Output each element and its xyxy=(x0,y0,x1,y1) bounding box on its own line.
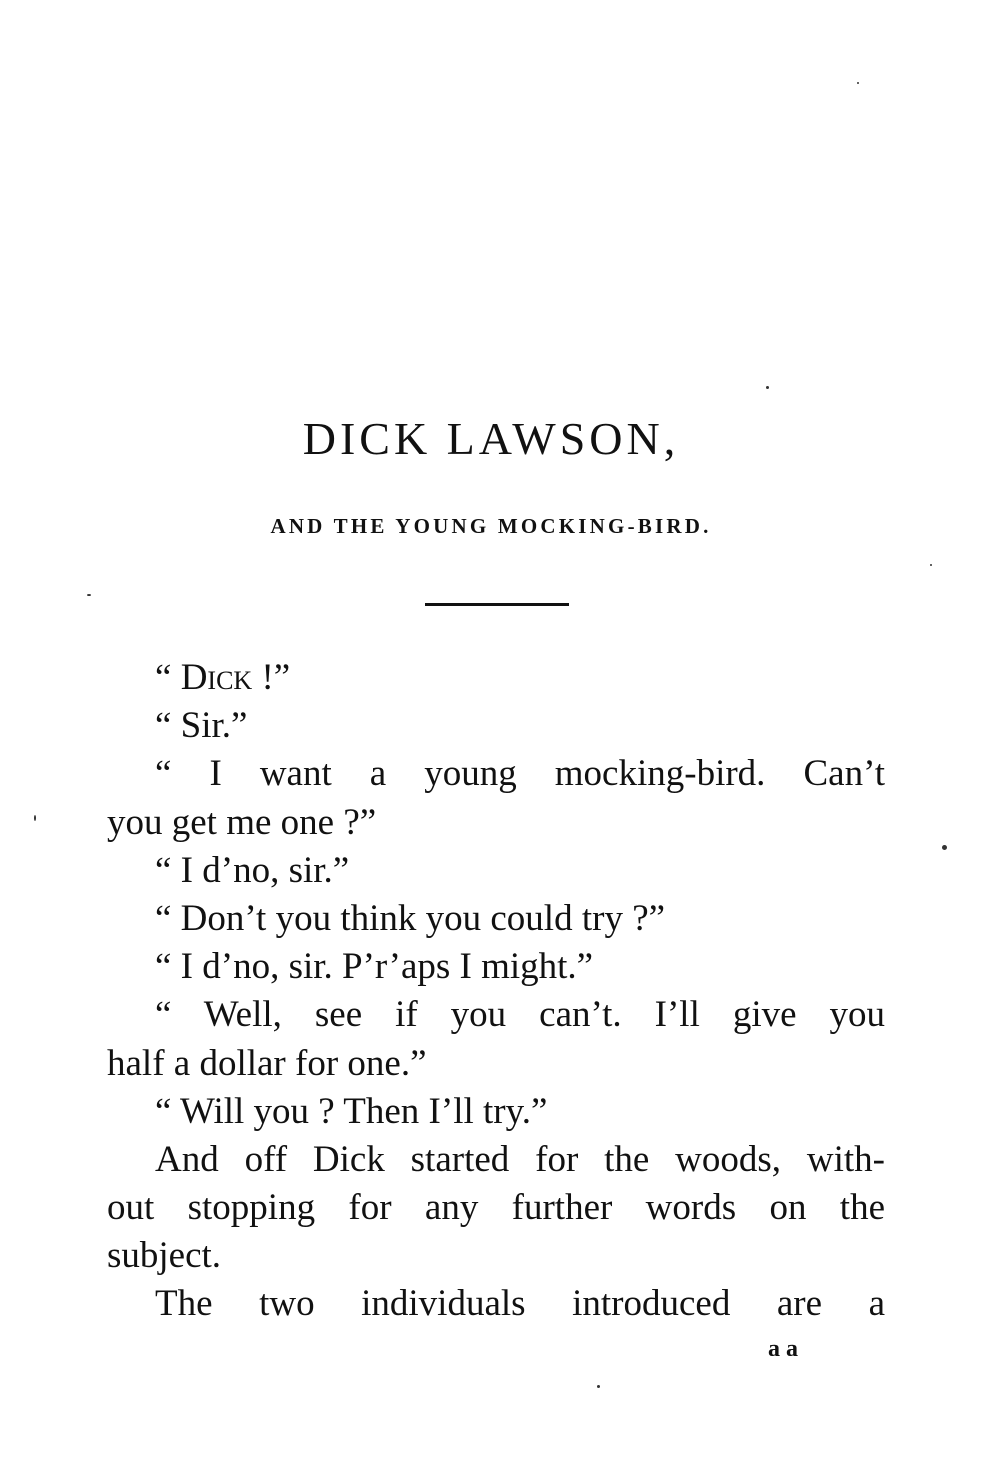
dialogue-line: “ Will you ? Then I’ll try.” xyxy=(155,1090,548,1132)
narrative-line: The two individuals introduced are a xyxy=(155,1283,885,1325)
dialogue-line xyxy=(107,654,885,702)
dialogue-line: “ Don’t you think you could try ?” xyxy=(155,897,666,939)
ink-speck xyxy=(87,594,91,596)
dialogue-line: “ I d’no, sir. P’r’aps I might.” xyxy=(155,946,594,988)
dialogue-line: “ Sir.” xyxy=(155,705,248,747)
ink-speck xyxy=(766,386,769,389)
quote-close: !” xyxy=(252,657,291,698)
dialogue-line-continuation: half a dollar for one.” xyxy=(107,1042,427,1084)
name-smallcaps: Dick xyxy=(180,657,253,698)
ink-speck xyxy=(34,815,36,821)
ink-speck xyxy=(930,564,932,566)
chapter-subtitle: AND THE YOUNG MOCKING-BIRD. xyxy=(270,514,712,538)
narrative-line: subject. xyxy=(107,1235,222,1277)
chapter-body xyxy=(107,654,885,1329)
ink-speck xyxy=(597,1385,600,1388)
narrative-line: And off Dick started for the woods, with- xyxy=(155,1138,885,1180)
dialogue-line-continuation: you get me one ?” xyxy=(107,801,377,843)
signature-mark: a a xyxy=(768,1336,798,1362)
title-rule xyxy=(425,603,569,606)
dialogue-line: “ Well, see if you can’t. I’ll give you xyxy=(155,994,885,1036)
narrative-line: out stopping for any further words on the xyxy=(107,1187,885,1229)
dialogue-line: “ I want a young mocking-bird. Can’t xyxy=(155,753,885,795)
ink-speck xyxy=(942,845,947,850)
ink-speck xyxy=(857,82,859,84)
chapter-title: DICK LAWSON, xyxy=(302,413,680,464)
quote-open: “ xyxy=(155,657,181,698)
dialogue-line: “ I d’no, sir.” xyxy=(155,849,350,891)
